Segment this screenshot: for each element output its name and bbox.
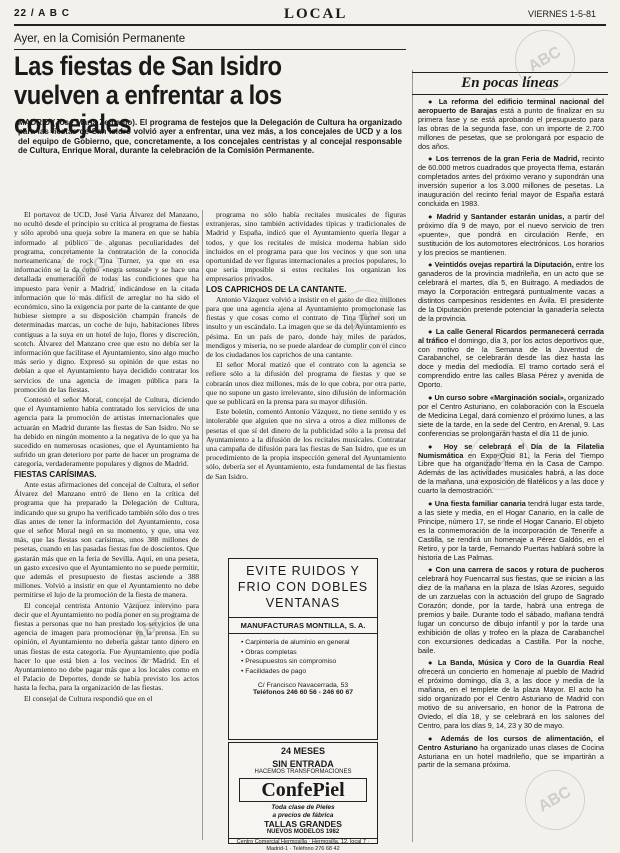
article-paragraph: programa no sólo había recitales musicales de figuras extranjeras, sino también actividades típicas y tradicionales de Madrid y España, indicó que el Ayuntamiento quería llegar a todos, y que los recitales de música moderna habían sido incluidos en el programa para que los vecinos y que son una oportunidad de ver figuras internacionales a precios populares, lo que sería imposible si estos recitales los organizan los empresarios privados. [206,210,406,284]
news-brief [418,328,604,390]
news-brief-text: ha organizado unas clases de Cocina Asturiana en un hotel madrileño, que se impartirán a partir de la semana próxima. [418,742,604,770]
watermark-stamp: ABC [109,589,191,671]
watermark-stamp: ABC [459,419,541,501]
watermark-stamp: ABC [504,19,586,101]
ad-offer-entry: SIN ENTRADA [272,759,334,769]
page-reference: 22 / A B C [14,8,70,19]
ad-address: C/ Francisco Navacerrada, 53 [257,682,349,689]
kicker-rule [14,49,406,50]
news-brief-lead: La calle General Ricardos permanecerá cerrada al tráfico [418,326,604,345]
bullet-icon: ● [428,733,441,743]
watermark-stamp: ABC [514,759,596,841]
bullet-icon: ● [428,658,438,668]
news-brief-text: recinto de 60.000 metros cuadrados que proyecta Ifema, estarán completados antes del próximo verano y supondrán una inversión superior a los 3.000 millones de pesetas. La inauguración del recinto ferial mayor de España estará concluida en 1983. [418,154,604,208]
watermark-stamp: ABC [324,279,406,361]
news-brief [418,98,604,151]
section-title: LOCAL [284,6,348,22]
ad-sizes: TALLAS GRANDES [264,819,342,829]
ad-feature: • Facilidades de pago [241,667,377,677]
news-brief [418,213,604,258]
news-brief [418,155,604,208]
ad-company: MANUFACTURAS MONTILLA, S. A. [229,617,377,634]
news-brief-lead: Veintidós ovejas repartirá la Diputación, [434,260,574,270]
ad-feature: • Obras completas [241,648,377,658]
bullet-icon: ● [428,154,436,164]
bullet-icon: ● [428,260,435,270]
news-brief-text: el domingo, día 3, por los actos deportivos que, con motivo de la Semana de la Juventud de Carabanchel, se celebrarán desde las diez hasta las doce y media del mediodía. El tramo cortado será el comprendido entre las calles Blasa Pérez y avenida de Oporto. [418,335,604,390]
news-brief [418,735,604,771]
article-kicker: Ayer, en la Comisión Permanente [14,33,186,45]
news-brief-text: ofrecerá un concierto en homenaje al pueblo de Madrid el próximo domingo, día 3, a las doce y media de la mañana, en el templete de la plaza Mayor. El acto ha sido organizado por el Centro Asturiano de Madrid con motivo de su aniversario, en honor de la Patrona de Oviedo, el día 18, y se celebrará en los salones del Centro, para los días 9, 14, 23 y 30 de mayo. [418,667,604,730]
news-brief-text: a partir del próximo día 9 de mayo, por el nuevo servicio de tren «puente», que pondrá en circulación Renfe, en sustitución de los automotores electrónicos. Los horarios y los precios se mantienen. [418,211,604,257]
news-brief-text: entre los ganaderos de la provincia madrileña, en un acto que se celebrará el martes, día 5, en Buitrago. A mediados de mayo la Corporación entregará puntualmente vacas a distintos campesinos residentes en Ávila. El presidente de la Diputación pretende potenciar la ganadería selecta de la provincia. [418,260,604,323]
article-paragraph: Contestó el señor Moral, concejal de Cultura, diciendo que el Ayuntamiento había contratado los servicios de una agencia para la promoción de artistas internacionales que actuarán en Madrid durante las fiestas de San Isidro. No se ha debido en ningún momento a la negativa de lo que ya ha sucedido en numerosas ocasiones, que el Ayuntamiento ha sufrido un gran deterioro por parte de hacer un programa de categoría, verdaderamente populares y dignos de Madrid. [14,395,199,469]
news-brief-text: celebrará hoy Fuencarral sus fiestas, que se inician a las diez de la mañana en la plaza de Islas Azores, seguido de un zarzuelas con la actuación del grupo de Sagrado Corazón; donde, por la tarde, habrá una entrega de premios y baile. Durante todo el sábado, mañana tendrá lugar un concurso de dibujo infantil y por la tarde una exhibición de ollas y trofeo en la plaza de Carabanchel con excursiones dedicadas a Castilla. Por la noche, baile. [418,574,604,655]
bullet-icon: ● [428,393,435,403]
article-subhead: FIESTAS CARÍSIMAS. [14,469,97,479]
news-brief-lead: Con una carrera de sacos y rotura de pucheros [435,565,604,575]
fur-store-advertisement [228,742,378,852]
bullet-icon: ● [428,326,436,336]
sidebar-title: En pocas líneas [412,72,608,95]
ad-prices: a precios de fábrica [272,812,334,819]
article-paragraph: El concejal centrista Antonio Vázquez intervino para decir que el Ayuntamiento no podía poner en su programa de fiestas a personas que no han prestado los servicios de una agencia de imagen para promocionar en la prensa. En su opinión, el Ayuntamiento no debería gastar tanto dinero en unas fiestas de esta categoría. Fue Ayuntamiento que podía hacer lo que está bien a los vecinos de Madrid. En el Ayuntamiento no debe pagar más que a los locales como en el Palacio de Deportes, donde se había previsto los actos hasta la fecha, para la organización de las fiestas. [14,600,199,693]
article-paragraph: Ante estas afirmaciones del concejal de Cultura, el señor Álvarez del Manzano entró de lleno en la crítica del programa que ha preparado la Delegación de Cultura, indicando que su grupo ha verificado también sólo dos o tres días antes de tener la información del Ayuntamiento, cosa que el señor Moral negó en su momento, y que, una vez más, que las fiestas son carísimas, unos 388 millones de pesetas, cuando en las pasadas fiestas fue de doscientos. Que gastarán más que en la feria de Sevilla. Aquí, en una peseta, un gasto excesivo que el Ayuntamiento no se puede permitir, que además el presupuesto de fiestas asciende a 388 millones. Volvió a insistir en que el Ayuntamiento no debe permitirse el lujo de la promoción de la fiesta de manera. [14,479,199,600]
article-paragraph: Este boletín, comentó Antonio Vázquez, no tiene sentido y es intolerable que alguien que no sirva a otros a diez millones de pesetas el que sí del dinero de la publicidad sólo a la prensa del Ayuntamiento a la difusión de los recitales musicales. Contratar una campaña de difusión para las fiestas de San Isidro, que es un procedimiento de la propia inspección general del Ayuntamiento sólo, debería ser el Ayuntamiento, esta fundamental de las fiestas de San Isidro. [206,407,406,481]
bullet-icon: ● [428,441,444,451]
column-divider [202,210,203,840]
article-paragraph: Antonio Vázquez volvió a insistir en el gasto de diez millones para que una agencia ajena al Ayuntamiento promocionase las fiestas y que cosas como el contrato de Tina Turner son un insulto y un escándalo. La imagen que se da del Ayuntamiento es pésima. En un país de paro, donde hay miles de parados, mendigos y miseria, no se puede alardear de cumplir con el cinco de los ciudadanos los caprichos de una cantante. [206,294,406,360]
store-logo: ConfePiel [239,778,367,802]
issue-date: VIERNES 1-5-81 [527,9,596,19]
news-brief-lead: Los terrenos de la gran Feria de Madrid, [435,154,580,164]
article-column-1 [14,210,199,842]
news-brief [418,500,604,562]
news-brief-lead: La Banda, Música y Coro de la Guardia Real [437,658,604,668]
news-brief [418,261,604,323]
article-lede: MADRID (José María Zemamo). El programa de festejos que la Delegación de Cultura ha organizado para las fiestas de San Isidro volvió ayer a enfrentar, una vez más, a los concejales de UCD y a los del equipo de Gobierno, que, concretamente, a los concejales centristas y al concejal responsable de Cultura, Enrique Moral, durante la celebración de la Comisión Permanente. [18,118,402,155]
ad-feature: • Carpintería de aluminio en general [241,638,377,648]
article-paragraph: El consejal de Cultura respondió que en el [24,693,153,703]
news-brief-lead: La reforma del edificio terminal nacional del aeropuerto de Barajas [418,98,604,115]
ad-phones: Teléfonos 246 60 56 - 246 60 67 [253,689,353,696]
ad-furs: Toda clase de Pieles [271,804,335,811]
article-headline: Las fiestas de San Isidro vuelven a enfrentar a los concejales [14,51,282,139]
article-paragraph: El señor Moral matizó que el contrato con la agencia se refiere sólo a la difusión del programa de fiestas y que se cobrarán unos diez millones, más de lo que cobra, por otra parte, que no supone un gasto irrelevante, sino difusión de información que se publicará en la prensa para su mayor difusión. [206,360,406,407]
bullet-icon: ● [428,98,439,106]
news-brief-text: en Expo-Ocio 81, la Feria del Tiempo Libre que ha organizado Ifema en la Casa de Campo. Además de las actividades musicales habrá, a las doce de la mañana, una exposición de filatélicos y a las doce y cuarto la demostración. [418,450,604,496]
news-brief-lead: Además de los cursos de alimentación, el Centro Asturiano [418,733,604,752]
news-brief-lead: Madrid y Santander estarán unidas, [436,211,565,221]
news-brief-lead: Hoy se celebrará el Día de la Filatelia Numismática [418,441,604,460]
article-subhead: LOS CAPRICHOS DE LA CANTANTE. [206,284,347,294]
news-brief-text: está a punto de finalizar en su primera fase y se está aprobando el presupuesto para las obras de la segunda fase, con un importe de 2.700 millones de pesetas, que se prolongará por espacio de dos años. [418,105,604,151]
ad-store-address: Centro Comercial Hermosilla · Hermosilla, 12, local 7 · Madrid-1 · Teléfono 276 68 42 [229,838,377,853]
news-brief-lead: Una fiesta familiar canaria [434,499,526,509]
news-brief [418,566,604,655]
ad-feature-list [241,638,377,676]
article-paragraph: El portavoz de UCD, José Varia Álvarez del Manzano, no ocultó desde el principio su crítica al programa de fiestas y sólo aprobó una queja sobre la manera en que se había informado al público de algunas peculiaridades del programa, concretamente la contratación de la conocida norteamericana de rock Tina Turner, ya que en esa información se la da como «negra sensual» y se hace una detallada enumeración de todas las condiciones que ha impuesto para venir a Madrid, indicándose en la citada información que lo más difícil de arreglar no ha sido el económico, sino la exigencia por parte de la cantante de que hubiese siempre a su disposición champán francés de determinadas marcas, un coche de lujo, habitaciones libres contiguas a la suya en un hotel de lujo, flores y discreción, scotch. Álvarez del Manzano cree que esto no debía ser la información que facilitase el Ayuntamiento, sino algo mucho más serio y digno. Expresó su opinión de que estas no debían a que el Ayuntamiento haya decidido contratar los servicios de una agencia de imagen pública para la promoción de las fiestas. [14,210,199,394]
ad-transformations: HACEMOS TRANSFORMACIONES [254,769,352,775]
window-advertisement [228,558,378,740]
ad-headline: EVITE RUIDOS Y FRIO CON DOBLES VENTANAS [237,564,369,610]
bullet-icon: ● [428,565,436,575]
header-rule [14,24,606,26]
bullet-icon: ● [428,211,437,221]
news-brief-text: tendrá lugar esta tarde, a las siete y media, en el Hogar Canario, en la calle de Principe, número 17, se rinde el Hogar Canario. El objeto es la conmemoración de la incorporación de Tenerife a Castilla, se rendirá un homenaje a Pérez Galdós, en el Retiro, y por la tarde, Fernando Puertas hablará sobre la historia de Las Palmas. [418,499,604,562]
news-brief [418,659,604,730]
page-header [14,6,606,26]
ad-feature: • Presupuestos sin compromiso [241,657,377,667]
article-column-2 [206,210,406,555]
ad-offer-months: 24 MESES [280,746,326,756]
watermark-stamp: ABC [49,229,131,311]
ad-models: NUEVOS MODELOS 1982 [266,829,340,835]
news-brief-lead: Un curso sobre «Marginación social», [434,393,566,403]
bullet-icon: ● [428,499,435,509]
news-brief-text: organizado por el Centro Asturiano, en colaboración con la Escuela de Medicina Legal, dará comienzo el próximo lunes, a las siete de la tarde, en la sede del Centro, en Arenal, 9. Las conferencias se prolongarán hasta el día 11 de junio. [418,393,604,438]
